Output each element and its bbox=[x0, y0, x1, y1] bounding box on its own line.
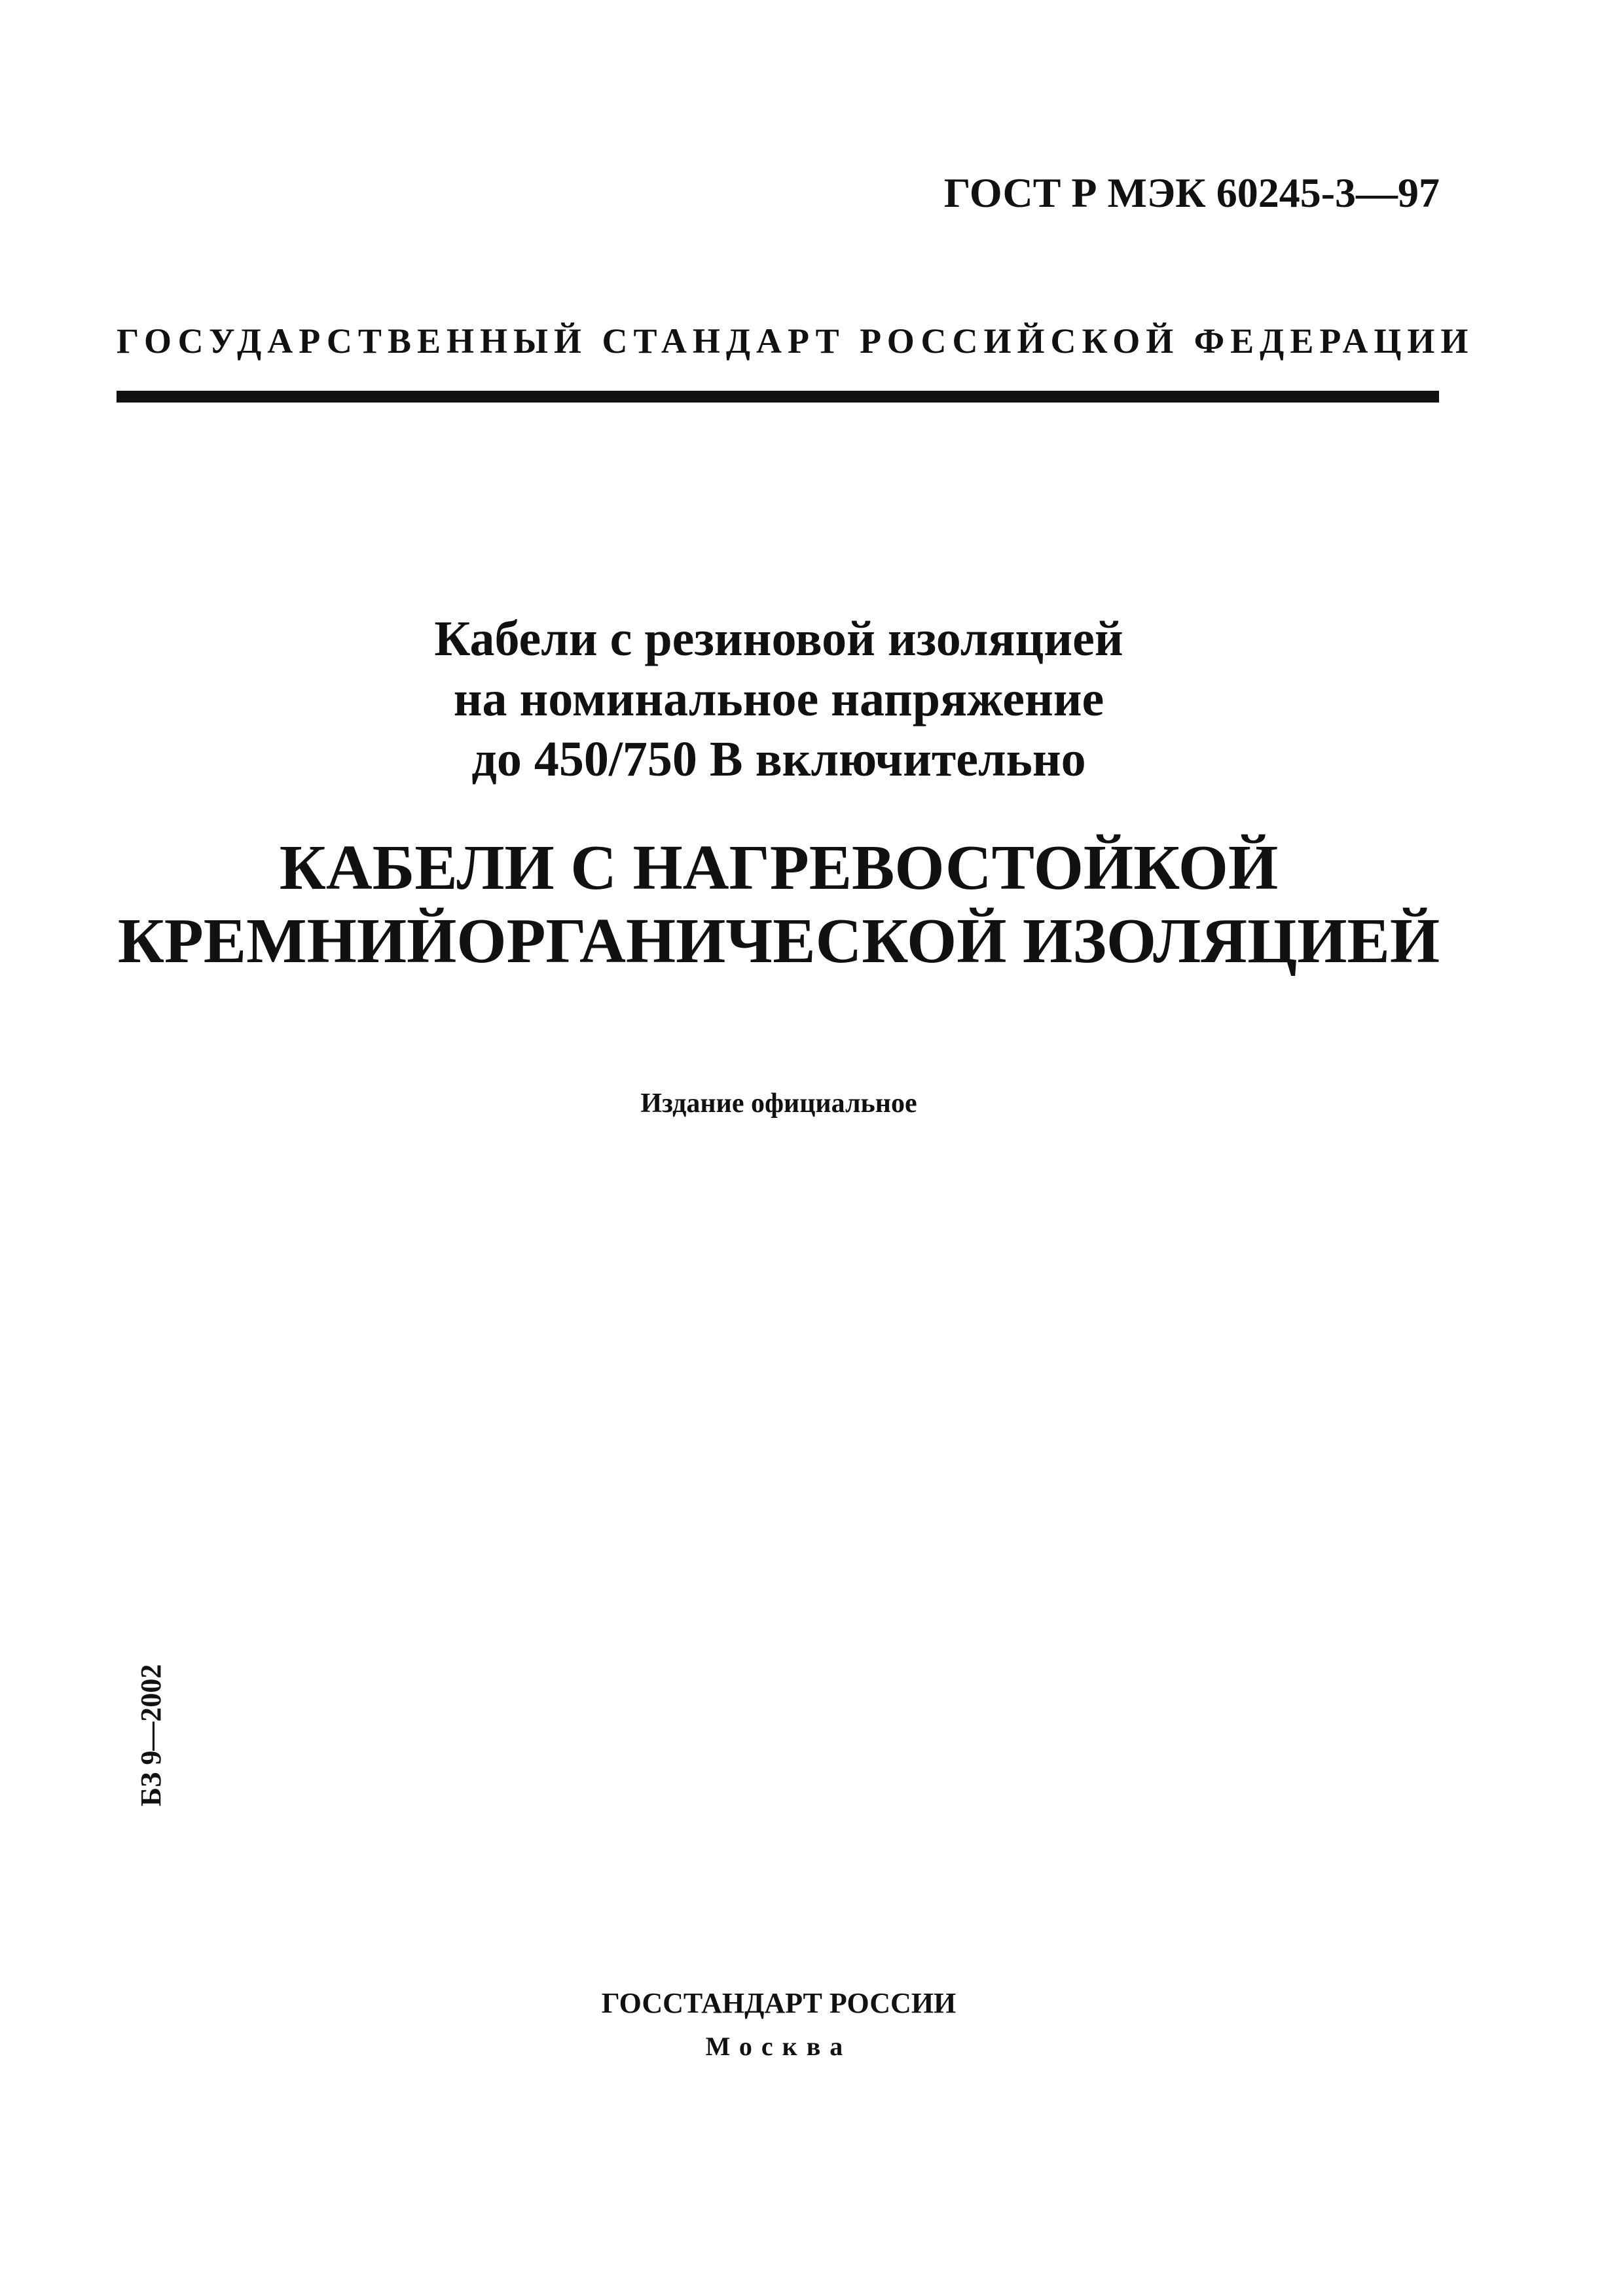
subtitle-line: до 450/750 В включительно bbox=[471, 732, 1086, 787]
document-subtitle bbox=[0, 609, 1558, 789]
document-number: ГОСТ Р МЭК 60245-3—97 bbox=[943, 170, 1440, 216]
state-standard-heading: ГОСУДАРСТВЕННЫЙ СТАНДАРТ РОССИЙСКОЙ ФЕДЕРАЦИИ bbox=[117, 321, 1474, 361]
main-title-line: КАБЕЛИ С НАГРЕВОСТОЙКОЙ bbox=[279, 833, 1279, 903]
document-main-title bbox=[0, 831, 1558, 978]
publisher-city: Москва bbox=[705, 2032, 852, 2061]
publisher-name: ГОССТАНДАРТ РОССИИ bbox=[601, 1987, 957, 2019]
main-title-line: КРЕМНИЙОРГАНИЧЕСКОЙ ИЗОЛЯЦИЕЙ bbox=[117, 906, 1440, 977]
header-divider bbox=[117, 391, 1439, 403]
subtitle-line: на номинальное напряжение bbox=[453, 672, 1104, 726]
subtitle-line: Кабели с резиновой изоляцией bbox=[434, 611, 1123, 666]
side-catalog-mark: БЗ 9—2002 bbox=[135, 1664, 167, 1806]
edition-label: Издание официальное bbox=[640, 1088, 917, 1119]
